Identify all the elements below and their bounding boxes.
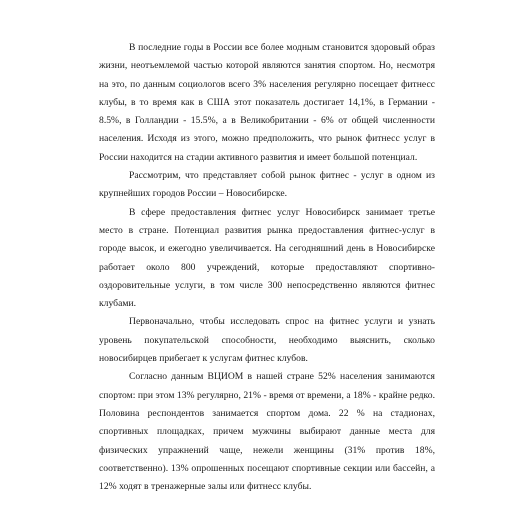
- paragraph-demand-research: Первоначально, чтобы исследовать спрос на фитнес услуги и узнать уровень покупательской способности, необходимо выяснить, сколько новосибирцев прибегает к услугам фитнес клубов.: [99, 316, 435, 365]
- paragraph-novosibirsk-market: Рассмотрим, что представляет собой рынок фитнес - услуг в одном из крупнейших городов России – Новосибирске.: [99, 170, 435, 200]
- paragraph-vciom-data: Согласно данным ВЦИОМ в нашей стране 52% населения занимаются спортом: при этом 13% регулярно, 21% - время от времени, а 18% - крайне редко. Половина респондентов занимается спортом дома. 22 % на стадионах, спортивных площадках, причем мужчины выбирают данные места для физических упражнений чаще, нежели женщины (31% против 18%, соответственно). 13% опрошенных посещают спортивные секции или бассейн, а 12% ходят в тренажерные залы или фитнесс клубы.: [99, 371, 435, 493]
- paragraph-fitness-sector: В сфере предоставления фитнес услуг Новосибирск занимает третье место в стране. Потенциал развития рынка предоставления фитнес-услуг в городе высок, и ежегодно увеличивается. На сегодняшний день в Новосибирске работает около 800 учреждений, которые предоставляют спортивно-оздоровительные услуги, в том числе 300 непосредственно являются фитнес клубами.: [99, 206, 435, 310]
- paragraph-intro: В последние годы в России все более модным становится здоровый образ жизни, неотъемлемой частью которой являются занятия спортом. Но, несмотря на это, по данным социологов всего 3% населения регулярно посещает фитнесс клубы, в то время как в США этот показатель достигает 14,1%, в Германии - 8.5%, в Голландии - 15.5%, а в Великобритании - 6% от общей численности населения. Исходя из этого, можно предположить, что рынок фитнесс услуг в России находится на стадии активного развития и имеет большой потенциал.: [99, 42, 435, 163]
- document-body: [99, 39, 435, 496]
